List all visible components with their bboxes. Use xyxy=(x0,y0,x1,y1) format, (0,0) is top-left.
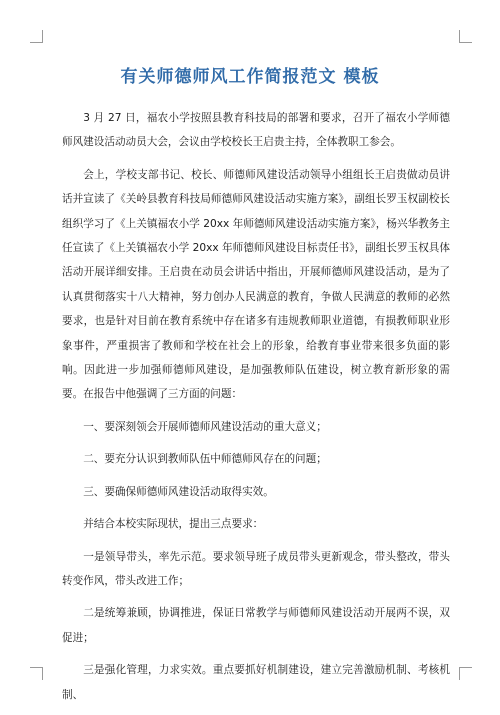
paragraph-requirement-one: 一是领导带头，率先示范。要求领导班子成员带头更新观念，带头整改，带头转变作风，带头改进工作； xyxy=(62,550,450,587)
paragraph-meeting-intro: 3 月 27 日，福农小学按照县教育科技局的部署和要求，召开了福农小学师德师风建设活动动员大会，会议由学校校长王启贵主持，全体教职工参会。 xyxy=(62,112,450,149)
crop-mark-bottom-left xyxy=(30,667,43,680)
paragraph-point-one: 一、要深刻领会开展师德师风建设活动的重大意义； xyxy=(83,420,327,433)
document-title: 有关师德师风工作简报范文 模板 xyxy=(120,67,380,87)
paragraph-meeting-details: 会上，学校支部书记、校长、师德师风建设活动领导小组组长王启贵做动员讲话并宣读了《关岭县教育科技局师德师风建设活动实施方案》，副组长罗玉权副校长组织学习了《上关镇福农小学 20xx 年师德师风建设活动实施方案》，杨兴华教务主任宣读了《上关镇福农小学 20xx 年师德师风建设目标责任书》，副组长罗玉权具体活动开展详细安排。王启贵在动员会讲话中指出，开展师德师风建设活动，是为了认真贯彻落实十八大精神，努力创办人民满意的教育，争做人民满意的教师的必然要求，也是针对目前在教育系统中存在诸多有违规教师职业道德，有损教师职业形象事件，严重损害了教师和学校在社会上的形象，给教育事业带来很多负面的影响。因此进一步加强师德师风建设，是加强教师队伍建设，树立教育新形象的需要。在报告中他强调了三方面的问题： xyxy=(62,168,450,401)
paragraph-requirements-intro: 并结合本校实际现状，提出三点要求： xyxy=(83,518,264,531)
paragraph-point-three: 三、要确保师德师风建设活动取得实效。 xyxy=(83,485,274,498)
crop-mark-top-right xyxy=(459,30,472,43)
paragraph-requirement-two: 二是统筹兼顾，协调推进，保证日常教学与师德师风建设活动开展两不误，双促进； xyxy=(62,607,450,644)
document-body xyxy=(62,106,450,715)
crop-mark-top-left xyxy=(30,30,43,43)
crop-mark-bottom-right xyxy=(459,667,472,680)
paragraph-requirement-three: 三是强化管理，力求实效。重点要抓好机制建设，建立完善激励机制、考核机制、 xyxy=(62,664,450,701)
paragraph-point-two: 二、要充分认识到教师队伍中师德师风存在的问题； xyxy=(83,453,327,466)
